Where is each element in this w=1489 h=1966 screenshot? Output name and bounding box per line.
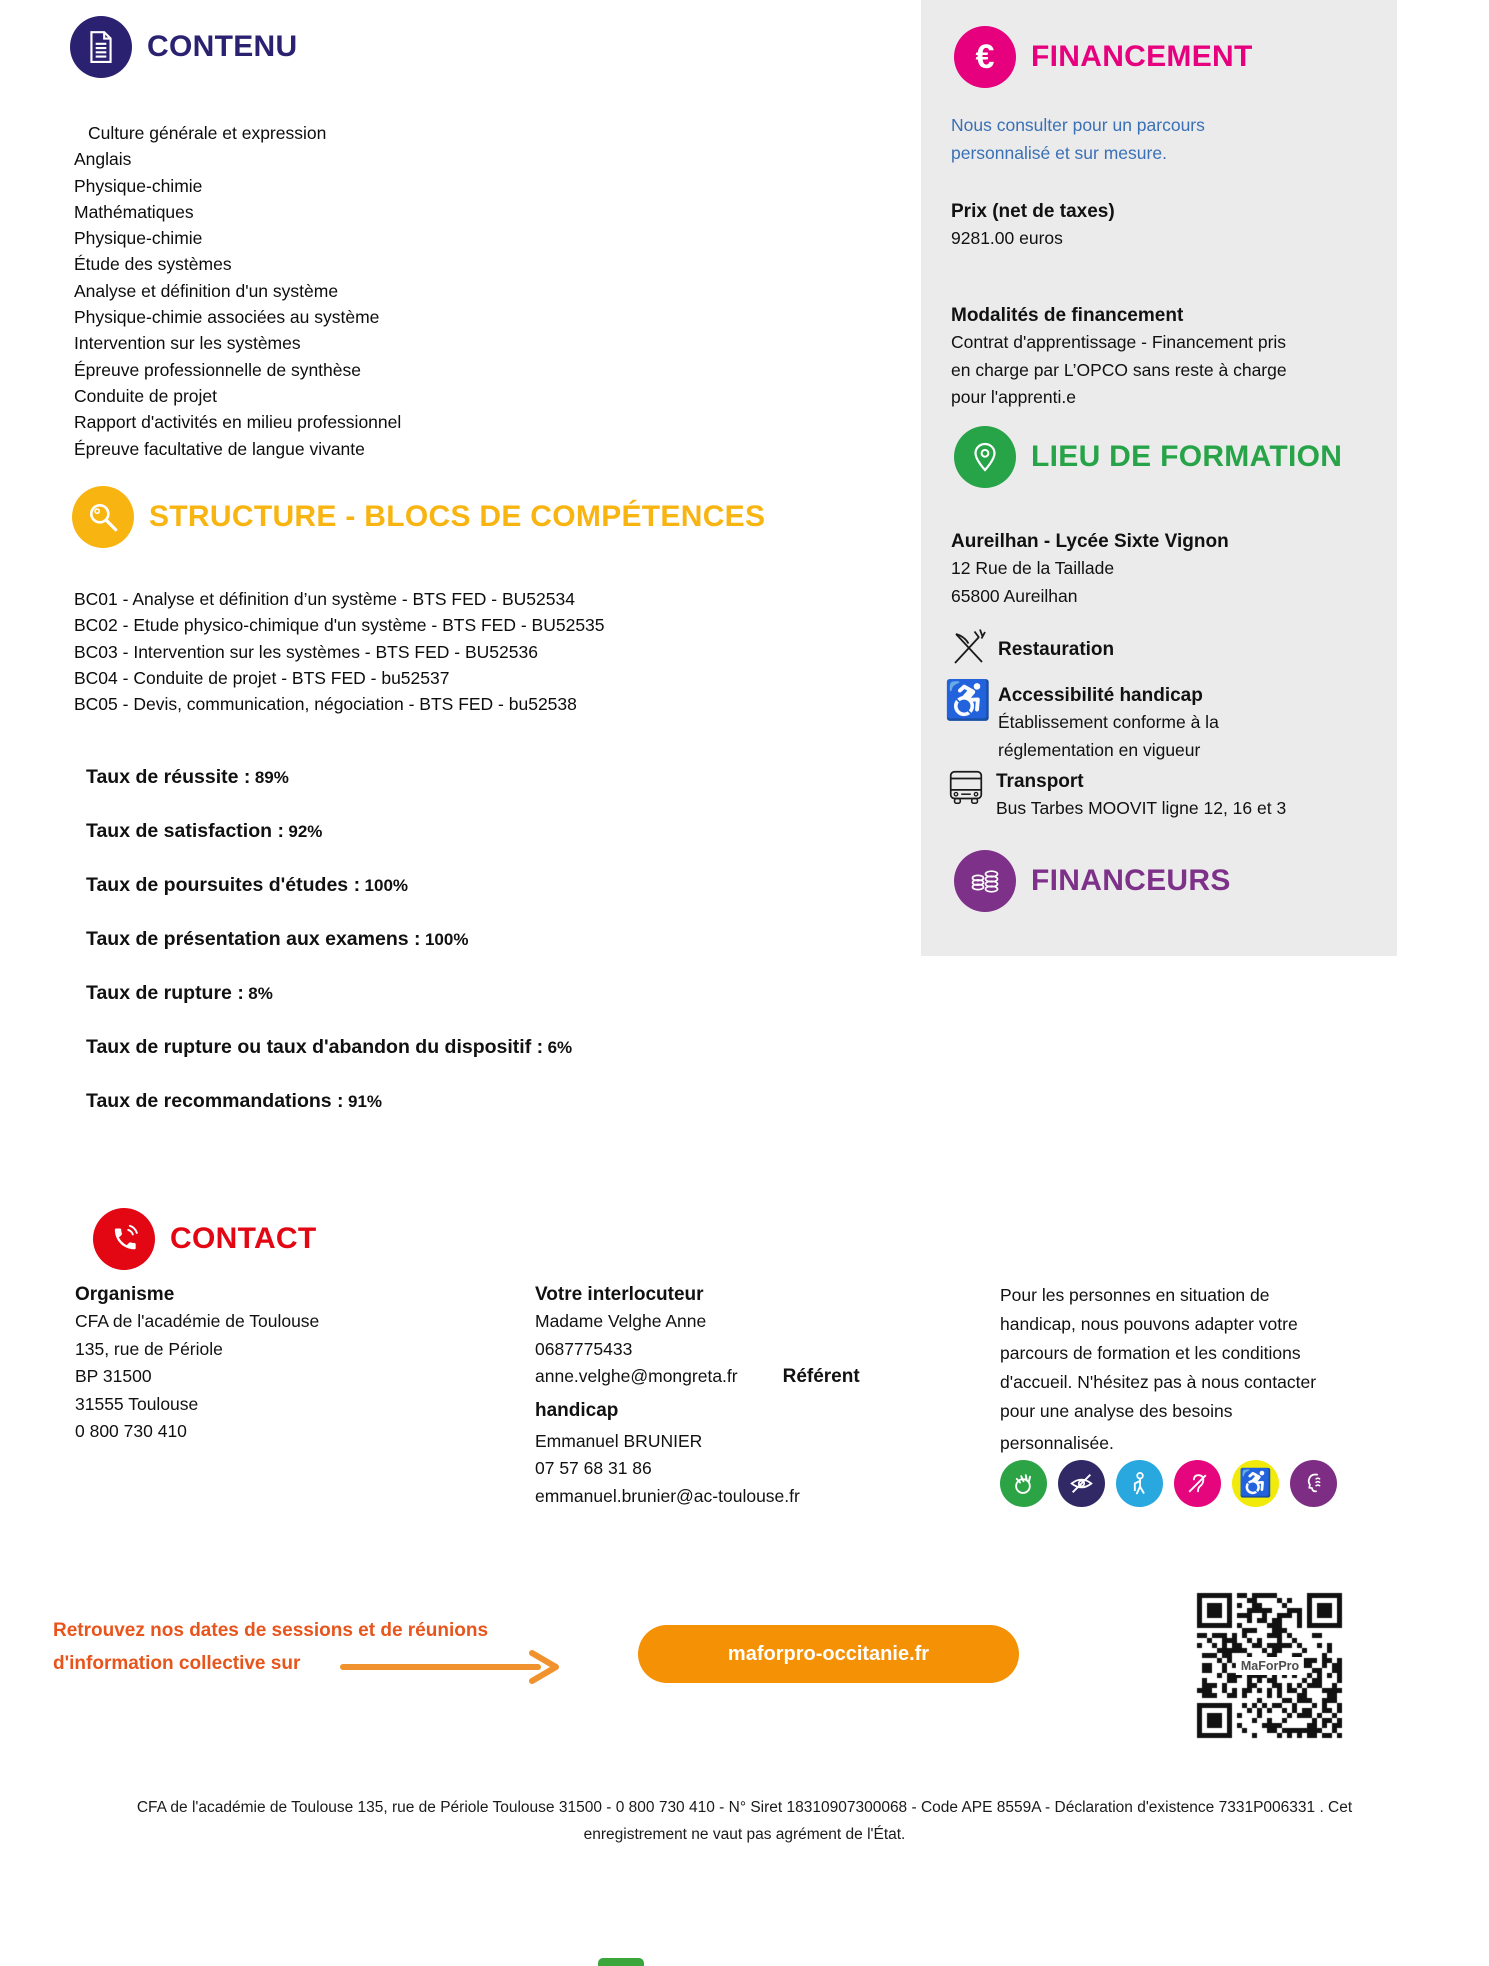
section-title-structure: STRUCTURE - BLOCS DE COMPÉTENCES bbox=[149, 500, 766, 533]
interlocuteur-label: Votre interlocuteur bbox=[535, 1284, 704, 1305]
referent-label-part2: handicap bbox=[535, 1399, 619, 1421]
coins-icon bbox=[968, 866, 1002, 896]
modalites-block bbox=[951, 302, 1287, 412]
visual-impairment-icon bbox=[1058, 1460, 1105, 1507]
bloc-item: BC03 - Intervention sur les systèmes - BTS FED - BU52536 bbox=[74, 641, 538, 662]
stat-row bbox=[86, 982, 572, 1008]
contenu-item: Épreuve facultative de langue vivante bbox=[74, 438, 365, 459]
euro-icon: € bbox=[975, 38, 995, 76]
financement-note-line: personnalisé et sur mesure. bbox=[951, 142, 1167, 163]
fork-knife-icon bbox=[948, 628, 988, 668]
bus-icon bbox=[945, 768, 987, 808]
modalites-line: Contrat d'apprentissage - Financement pris bbox=[951, 332, 1287, 352]
stat-row bbox=[86, 1090, 572, 1116]
modalites-label: Modalités de financement bbox=[951, 305, 1184, 326]
stat-label: Taux de réussite : bbox=[86, 766, 251, 788]
section-title-financement: FINANCEMENT bbox=[1031, 40, 1253, 73]
contenu-list bbox=[74, 120, 401, 462]
organisme-block bbox=[75, 1281, 319, 1446]
handicap-info-block bbox=[1000, 1281, 1316, 1458]
stat-row bbox=[86, 928, 572, 954]
transport-line: Bus Tarbes MOOVIT ligne 12, 16 et 3 bbox=[996, 798, 1287, 818]
handicap-info-line: personnalisée. bbox=[1000, 1433, 1114, 1453]
referent-tel: 07 57 68 31 86 bbox=[535, 1458, 652, 1478]
contenu-item: Physique-chimie bbox=[74, 228, 203, 249]
structure-list bbox=[74, 586, 605, 717]
prix-label: Prix (net de taxes) bbox=[951, 201, 1115, 222]
euro-icon bbox=[954, 26, 1016, 88]
stat-value: 100% bbox=[364, 876, 409, 895]
wheelchair-icon bbox=[944, 680, 992, 722]
prix-block bbox=[951, 198, 1115, 253]
psychic-impairment-icon bbox=[1290, 1460, 1337, 1507]
coins-icon bbox=[954, 850, 1016, 912]
section-structure-header bbox=[72, 486, 765, 548]
accessibilite-text bbox=[998, 682, 1219, 764]
stats-block bbox=[86, 766, 572, 1144]
stat-value: 92% bbox=[288, 822, 323, 841]
footer-line: enregistrement ne vaut pas agrément de l'État. bbox=[583, 1826, 906, 1843]
lieu-address-line: 65800 Aureilhan bbox=[951, 585, 1078, 606]
lieu-name: Aureilhan - Lycée Sixte Vignon bbox=[951, 531, 1229, 552]
footer-logo-fragment bbox=[598, 1958, 644, 1966]
section-title-financeurs: FINANCEURS bbox=[1031, 864, 1231, 897]
referent-email[interactable]: emmanuel.brunier@ac-toulouse.fr bbox=[535, 1485, 800, 1506]
section-financeurs-header bbox=[954, 850, 1231, 912]
map-pin-icon bbox=[954, 426, 1016, 488]
document-icon bbox=[70, 16, 132, 78]
restauration-label: Restauration bbox=[998, 639, 1115, 660]
stat-value: 100% bbox=[424, 930, 469, 949]
handicap-info-line: handicap, nous pouvons adapter votre bbox=[1000, 1314, 1298, 1334]
financement-note bbox=[951, 112, 1205, 167]
bloc-item: BC04 - Conduite de projet - BTS FED - bu52537 bbox=[74, 667, 450, 688]
map-pin-icon bbox=[969, 441, 1001, 473]
section-contact-header bbox=[93, 1208, 317, 1270]
stat-row bbox=[86, 820, 572, 846]
contenu-item: Mathématiques bbox=[74, 201, 194, 222]
stat-value: 8% bbox=[248, 984, 273, 1003]
contenu-item: Étude des systèmes bbox=[74, 254, 232, 275]
motor-impairment-icon bbox=[1116, 1460, 1163, 1507]
referent-label-part1: Référent bbox=[782, 1366, 860, 1387]
stat-value: 91% bbox=[347, 1092, 383, 1111]
accessibilite-row bbox=[944, 680, 1219, 764]
prix-value: 9281.00 euros bbox=[951, 228, 1063, 248]
stat-value: 89% bbox=[254, 768, 289, 787]
contenu-item: Rapport d'activités en milieu professionnel bbox=[74, 412, 402, 433]
stat-label: Taux de présentation aux examens : bbox=[86, 928, 421, 950]
arrow-right-icon bbox=[340, 1648, 570, 1686]
stat-row bbox=[86, 1036, 572, 1062]
accessibilite-line: réglementation en vigueur bbox=[998, 739, 1201, 760]
bus-icon bbox=[945, 768, 987, 808]
section-title-contact: CONTACT bbox=[170, 1222, 317, 1255]
organisme-line: BP 31500 bbox=[75, 1366, 152, 1386]
handicap-icons-row bbox=[1000, 1460, 1337, 1507]
stat-label: Taux de poursuites d'études : bbox=[86, 874, 361, 896]
wheelchair-icon: ♿ bbox=[944, 680, 992, 722]
stat-label: Taux de rupture : bbox=[86, 982, 244, 1004]
stat-label: Taux de recommandations : bbox=[86, 1090, 344, 1112]
financement-note-line: Nous consulter pour un parcours bbox=[951, 115, 1205, 135]
wheelchair-icon: ♿ bbox=[1238, 1468, 1273, 1498]
contenu-item: Intervention sur les systèmes bbox=[74, 333, 301, 354]
cta-line: d'information collective sur bbox=[53, 1653, 301, 1674]
section-financement-header bbox=[954, 26, 1253, 88]
magnifier-icon bbox=[86, 500, 120, 534]
handicap-info-line: pour une analyse des besoins bbox=[1000, 1401, 1233, 1421]
handicap-info-line: parcours de formation et les conditions bbox=[1000, 1343, 1301, 1363]
organisme-line: CFA de l'académie de Toulouse bbox=[75, 1311, 320, 1331]
contenu-item: Analyse et définition d'un système bbox=[74, 280, 339, 301]
hearing-impairment-icon bbox=[1174, 1460, 1221, 1507]
accessibilite-label: Accessibilité handicap bbox=[998, 685, 1203, 706]
contenu-item: Épreuve professionnelle de synthèse bbox=[74, 359, 361, 380]
interlocuteur-block bbox=[535, 1281, 860, 1510]
stat-row bbox=[86, 874, 572, 900]
qr-code bbox=[1194, 1590, 1346, 1742]
handicap-info-line: d'accueil. N'hésitez pas à nous contacter bbox=[1000, 1372, 1317, 1392]
bloc-item: BC05 - Devis, communication, négociation - BTS FED - bu52538 bbox=[74, 694, 577, 715]
contenu-item: Physique-chimie bbox=[74, 175, 203, 196]
footer-line: CFA de l'académie de Toulouse 135, rue de Périole Toulouse 31500 - 0 800 730 410 - N° Siret 18310907300068 - Code APE 8559A - Déclaration d'existence 7331P006331 . Cet bbox=[136, 1799, 1353, 1816]
organisme-line: 31555 Toulouse bbox=[75, 1393, 199, 1414]
interlocuteur-email[interactable]: anne.velghe@mongreta.fr bbox=[535, 1366, 738, 1386]
handicap-info-line: Pour les personnes en situation de bbox=[1000, 1285, 1270, 1305]
phone-icon bbox=[107, 1222, 141, 1256]
section-lieu-header bbox=[954, 426, 1342, 488]
cognitive-icon bbox=[1000, 1460, 1047, 1507]
qr-code-label: MaForPro bbox=[1236, 1657, 1304, 1675]
lieu-address-block bbox=[951, 528, 1229, 610]
stat-label: Taux de rupture ou taux d'abandon du dispositif : bbox=[86, 1036, 544, 1058]
referent-name: Emmanuel BRUNIER bbox=[535, 1430, 703, 1451]
transport-label: Transport bbox=[996, 771, 1084, 792]
section-title-contenu: CONTENU bbox=[147, 30, 298, 63]
restauration-row bbox=[947, 628, 1114, 668]
bloc-item: BC01 - Analyse et définition d’un système - BTS FED - BU52534 bbox=[74, 589, 575, 609]
document-icon bbox=[86, 30, 116, 64]
stat-label: Taux de satisfaction : bbox=[86, 820, 284, 842]
organisme-line: 0 800 730 410 bbox=[75, 1421, 187, 1441]
fork-knife-icon bbox=[947, 628, 989, 668]
bloc-item: BC02 - Etude physico-chimique d'un système - BTS FED - BU52535 bbox=[74, 615, 605, 636]
contenu-item: Anglais bbox=[74, 149, 132, 170]
section-title-lieu: LIEU DE FORMATION bbox=[1031, 440, 1343, 473]
magnifier-icon bbox=[72, 486, 134, 548]
section-contenu-header bbox=[70, 16, 297, 78]
organisme-label: Organisme bbox=[75, 1284, 175, 1305]
footer-legal bbox=[0, 1794, 1489, 1848]
contenu-item: Culture générale et expression bbox=[88, 123, 327, 143]
interlocuteur-email-line bbox=[535, 1363, 860, 1391]
wheelchair-icon bbox=[1232, 1460, 1279, 1507]
contenu-item: Physique-chimie associées au système bbox=[74, 307, 380, 328]
modalites-line: en charge par L’OPCO sans reste à charge bbox=[951, 359, 1287, 380]
transport-row bbox=[945, 768, 1286, 823]
contenu-item: Conduite de projet bbox=[74, 385, 218, 406]
organisme-line: 135, rue de Périole bbox=[75, 1338, 223, 1359]
stat-value: 6% bbox=[547, 1038, 573, 1057]
interlocuteur-tel: 0687775433 bbox=[535, 1338, 633, 1359]
modalites-line: pour l'apprenti.e bbox=[951, 387, 1076, 407]
lieu-address-line: 12 Rue de la Taillade bbox=[951, 558, 1115, 578]
maforpro-link-button[interactable]: maforpro-occitanie.fr bbox=[638, 1625, 1019, 1683]
transport-text bbox=[996, 768, 1286, 823]
accessibilite-line: Établissement conforme à la bbox=[998, 712, 1219, 732]
interlocuteur-name: Madame Velghe Anne bbox=[535, 1311, 707, 1331]
stat-row bbox=[86, 766, 572, 792]
phone-icon bbox=[93, 1208, 155, 1270]
cta-line: Retrouvez nos dates de sessions et de réunions bbox=[53, 1620, 489, 1641]
